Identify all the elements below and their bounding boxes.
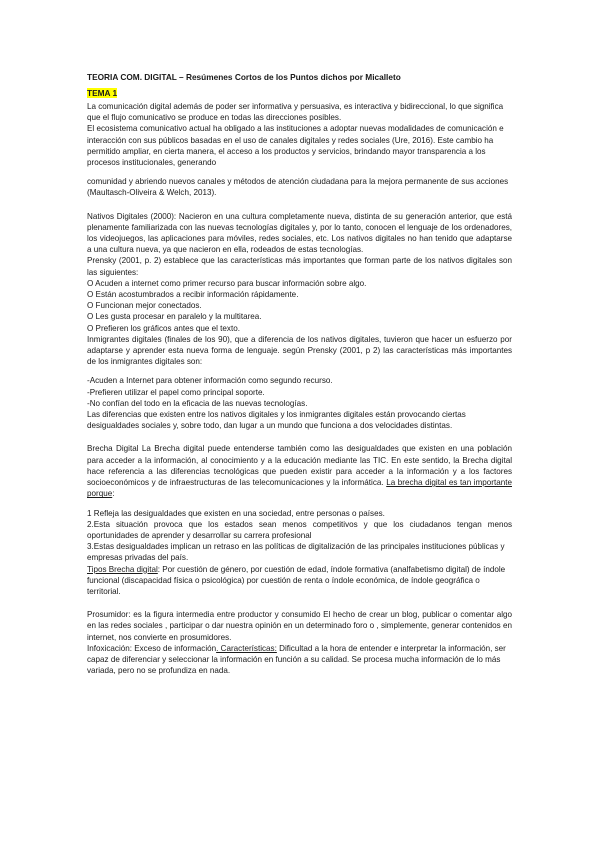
paragraph-tipos-brecha bbox=[87, 564, 512, 598]
brecha-text: Brecha Digital La Brecha digital puede entenderse también como las desigualdades que existen en una población para acceder a la información, al conocimiento y a la educación mediante las TIC. En este sentido, la Brecha digital hace referencia a las diferencias tecnológicas que pueden existir para acceder a la información y a los factores socioeconómicos y de infraestructuras de las telecomunicaciones y la informática. bbox=[87, 444, 512, 488]
list-item: O Acuden a internet como primer recurso para buscar información sobre algo. bbox=[87, 278, 367, 288]
brecha-list bbox=[87, 508, 512, 564]
list-item: O Prefieren los gráficos antes que el texto. bbox=[87, 323, 240, 333]
document-title: TEORIA COM. DIGITAL – Resúmenes Cortos de los Puntos dichos por Micalleto bbox=[87, 72, 401, 82]
tipos-brecha-label: Tipos Brecha digital bbox=[87, 564, 158, 574]
list-item: -Acuden a Internet para obtener información como segundo recurso. bbox=[87, 376, 333, 386]
list-item: 3.Estas desigualdades implican un retraso en las políticas de digitalización de las principales instituciones públicas y empresas privadas del país. bbox=[87, 542, 505, 563]
paragraph-ecosistema: El ecosistema comunicativo actual ha obligado a las instituciones a adoptar nuevas modalidades de comunicación e interacción con sus públicos basadas en el uso de canales digitales y redes sociales (Ure, 2016). Este cambio ha permitido ampliar, en cierta manera, el acceso a los productos y servicios, brindando mayor transparencia a los procesos institucionales, generando bbox=[87, 124, 504, 168]
list-item: O Les gusta procesar en paralelo y la multitarea. bbox=[87, 312, 262, 322]
paragraph-prosumidor: Prosumidor: es la figura intermedia entre productor y consumido El hecho de crear un blog, publicar o comentar algo en las redes sociales , participar o dar nuestra opinión en un determinado foro o , simplemente, generar contenidos en internet, nos convierte en prosumidores. bbox=[87, 610, 512, 642]
infoxicacion-text: Dificultad a la hora de entender e interpretar la información, ser capaz de diferenciar y seleccionar la información en función a su calidad. Se procesa mucha información de lo más variada, pero no se profundiza en nada. bbox=[87, 643, 506, 676]
list-item: O Funcionan mejor conectados. bbox=[87, 301, 202, 311]
paragraph-nativos-digitales: Nativos Digitales (2000): Nacieron en una cultura completamente nueva, distinta de su generación anterior, que está plenamente familiarizada con las nuevas tecnologías digitales y, por lo tanto, conocen el lenguaje de los ordenadores, los videojuegos, las aplicaciones para móviles, redes sociales, etc. Los nativos digitales no han tenido que adaptarse a una cultura nueva, ya que nacieron en ella, rodeados de estas tecnologías. bbox=[87, 211, 512, 255]
paragraph-inmigrantes-digitales: Inmigrantes digitales (finales de los 90), que a diferencia de los nativos digitales, tuvieron que hacer un esfuerzo por adaptarse y aprender esta nueva forma de lenguaje. según Prensky (2001, p 2) las características más importantes de los inmigrantes digitales son: bbox=[87, 334, 512, 367]
list-item: -No confían del todo en la eficacia de las nuevas tecnologías. bbox=[87, 398, 308, 408]
list-item: O Están acostumbrados a recibir información rápidamente. bbox=[87, 290, 299, 300]
list-item: 1 Refleja las desigualdades que existen en una sociedad, entre personas o países. bbox=[87, 508, 385, 518]
infoxicacion-label: Infoxicación: Exceso de información bbox=[87, 643, 217, 653]
inmigrantes-list bbox=[87, 375, 512, 409]
caracteristicas-underline: . Características: bbox=[216, 643, 277, 653]
paragraph-prensky: Prensky (2001, p. 2) establece que las características más importantes que forman parte de los nativos digitales son las siguientes: bbox=[87, 256, 512, 277]
paragraph-comunidad: comunidad y abriendo nuevos canales y métodos de atención ciudadana para la mejora permanente de sus acciones (Maultasch-Oliveira & Welch, 2013). bbox=[87, 177, 509, 198]
list-item: 2.Esta situación provoca que los estados sean menos competitivos y que los ciudadanos tengan menos oportunidades de aprender y desarrollar su carrera profesional bbox=[87, 519, 512, 540]
paragraph-diferencias: Las diferencias que existen entre los nativos digitales y los inmigrantes digitales están provocando ciertas desigualdades sociales y, sobre todo, dan lugar a un mundo que funciona a dos velocidades distintas. bbox=[87, 410, 466, 431]
list-item: -Prefieren utilizar el papel como principal soporte. bbox=[87, 387, 265, 397]
paragraph-infoxicacion bbox=[87, 643, 512, 677]
paragraph-brecha-digital bbox=[87, 443, 512, 499]
brecha-colon: : bbox=[112, 489, 115, 499]
paragraph-comunicacion-digital: La comunicación digital además de poder ser informativa y persuasiva, es interactiva y bidireccional, lo que significa que el flujo comunicativo se produce en todas las direcciones posibles. bbox=[87, 102, 504, 123]
nativos-list bbox=[87, 278, 512, 334]
brecha-importance-underline: La brecha digital es tan importante porque bbox=[87, 478, 512, 499]
tema-heading: TEMA 1 bbox=[87, 88, 118, 98]
tipos-brecha-text: : Por cuestión de género, por cuestión de edad, índole formativa (analfabetismo digital) de índole funcional (discapacidad física o psicológica) por cuestión de renta o índole económica, de índole geográfica o territorial. bbox=[87, 564, 506, 596]
